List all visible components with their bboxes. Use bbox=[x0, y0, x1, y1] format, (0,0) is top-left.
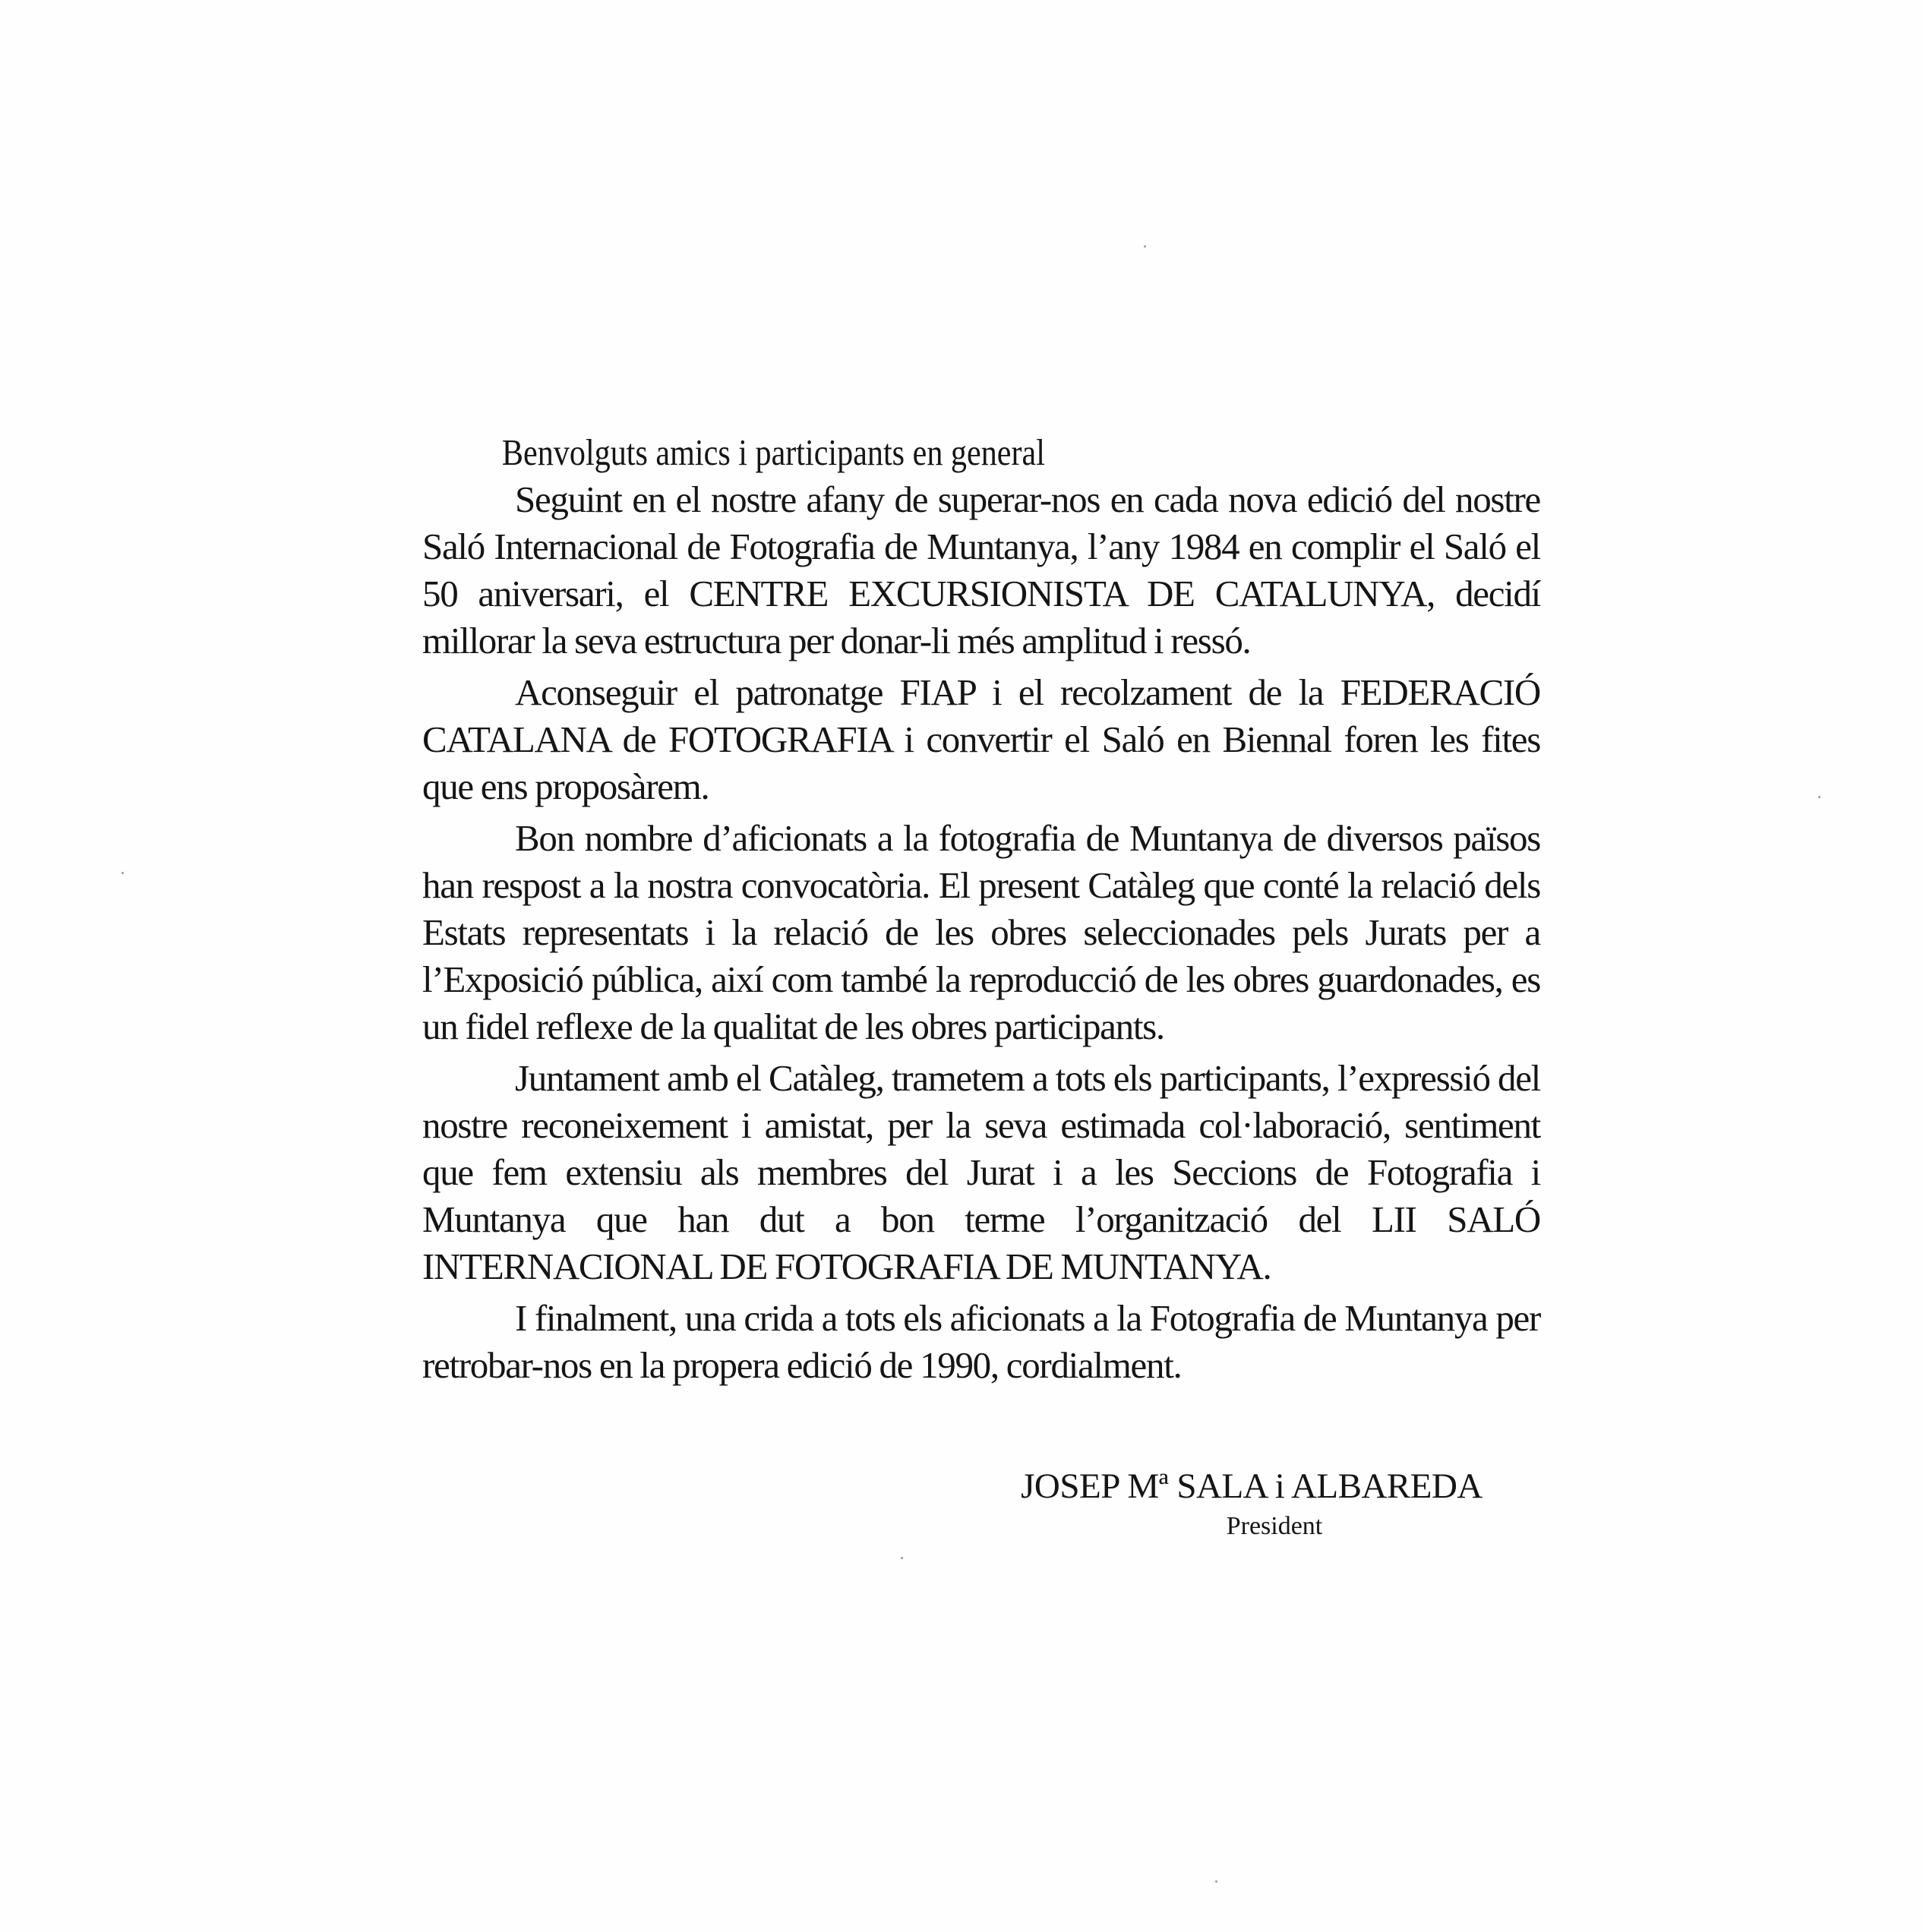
scan-speck bbox=[901, 1557, 903, 1559]
letter-paragraph: Bon nombre d’aficionats a la fotografia de Muntanya de diversos països han respost a la nostra convocatòria. El present Catàleg que conté la relació dels Estats representats i la relació de les obres seleccionades pels Jurats per a l’Exposició pública, així com també la reproducció de les obres guardonades, es un fidel reflexe de la qualitat de les obres participants. bbox=[422, 817, 1540, 1047]
scan-speck bbox=[1144, 245, 1146, 248]
letter-salutation: Benvolguts amics i participants en general bbox=[501, 431, 1045, 473]
letter-paragraph: Juntament amb el Catàleg, trametem a tots els participants, l’expressió del nostre reconeixement i amistat, per la seva estimada col·laboració, sentiment que fem extensiu als membres del Jurat i a les Seccions de Fotografia i Muntanya que han dut a bon terme l’organització del LII SALÓ INTERNACIONAL DE FOTOGRAFIA DE MUNTANYA. bbox=[422, 1057, 1540, 1287]
letter-paragraph: I finalment, una crida a tots els aficionats a la Fotografia de Muntanya per retrobar-nos en la propera edició de 1990, cordialment. bbox=[422, 1297, 1540, 1386]
signature-block bbox=[1016, 1464, 1487, 1543]
signatory-name: JOSEP Mª SALA i ALBAREDA bbox=[1021, 1466, 1483, 1506]
signatory-title: President bbox=[1226, 1512, 1323, 1540]
letter-paragraph: Seguint en el nostre afany de superar-nos en cada nova edició del nostre Saló Internacional de Fotografia de Muntanya, l’any 1984 en complir el Saló el 50 aniversari, el CENTRE EXCURSIONISTA DE CATALUNYA, decidí millorar la seva estructura per donar-li més amplitud i ressó. bbox=[422, 478, 1540, 661]
scan-speck bbox=[1215, 1880, 1217, 1883]
letter-paragraph: Aconseguir el patronatge FIAP i el recolzament de la FEDERACIÓ CATALANA de FOTOGRAFIA i convertir el Saló en Biennal foren les fites que ens proposàrem. bbox=[422, 671, 1540, 807]
scan-speck bbox=[122, 872, 124, 874]
scan-speck bbox=[1818, 796, 1820, 798]
letter-body bbox=[422, 429, 1540, 1394]
